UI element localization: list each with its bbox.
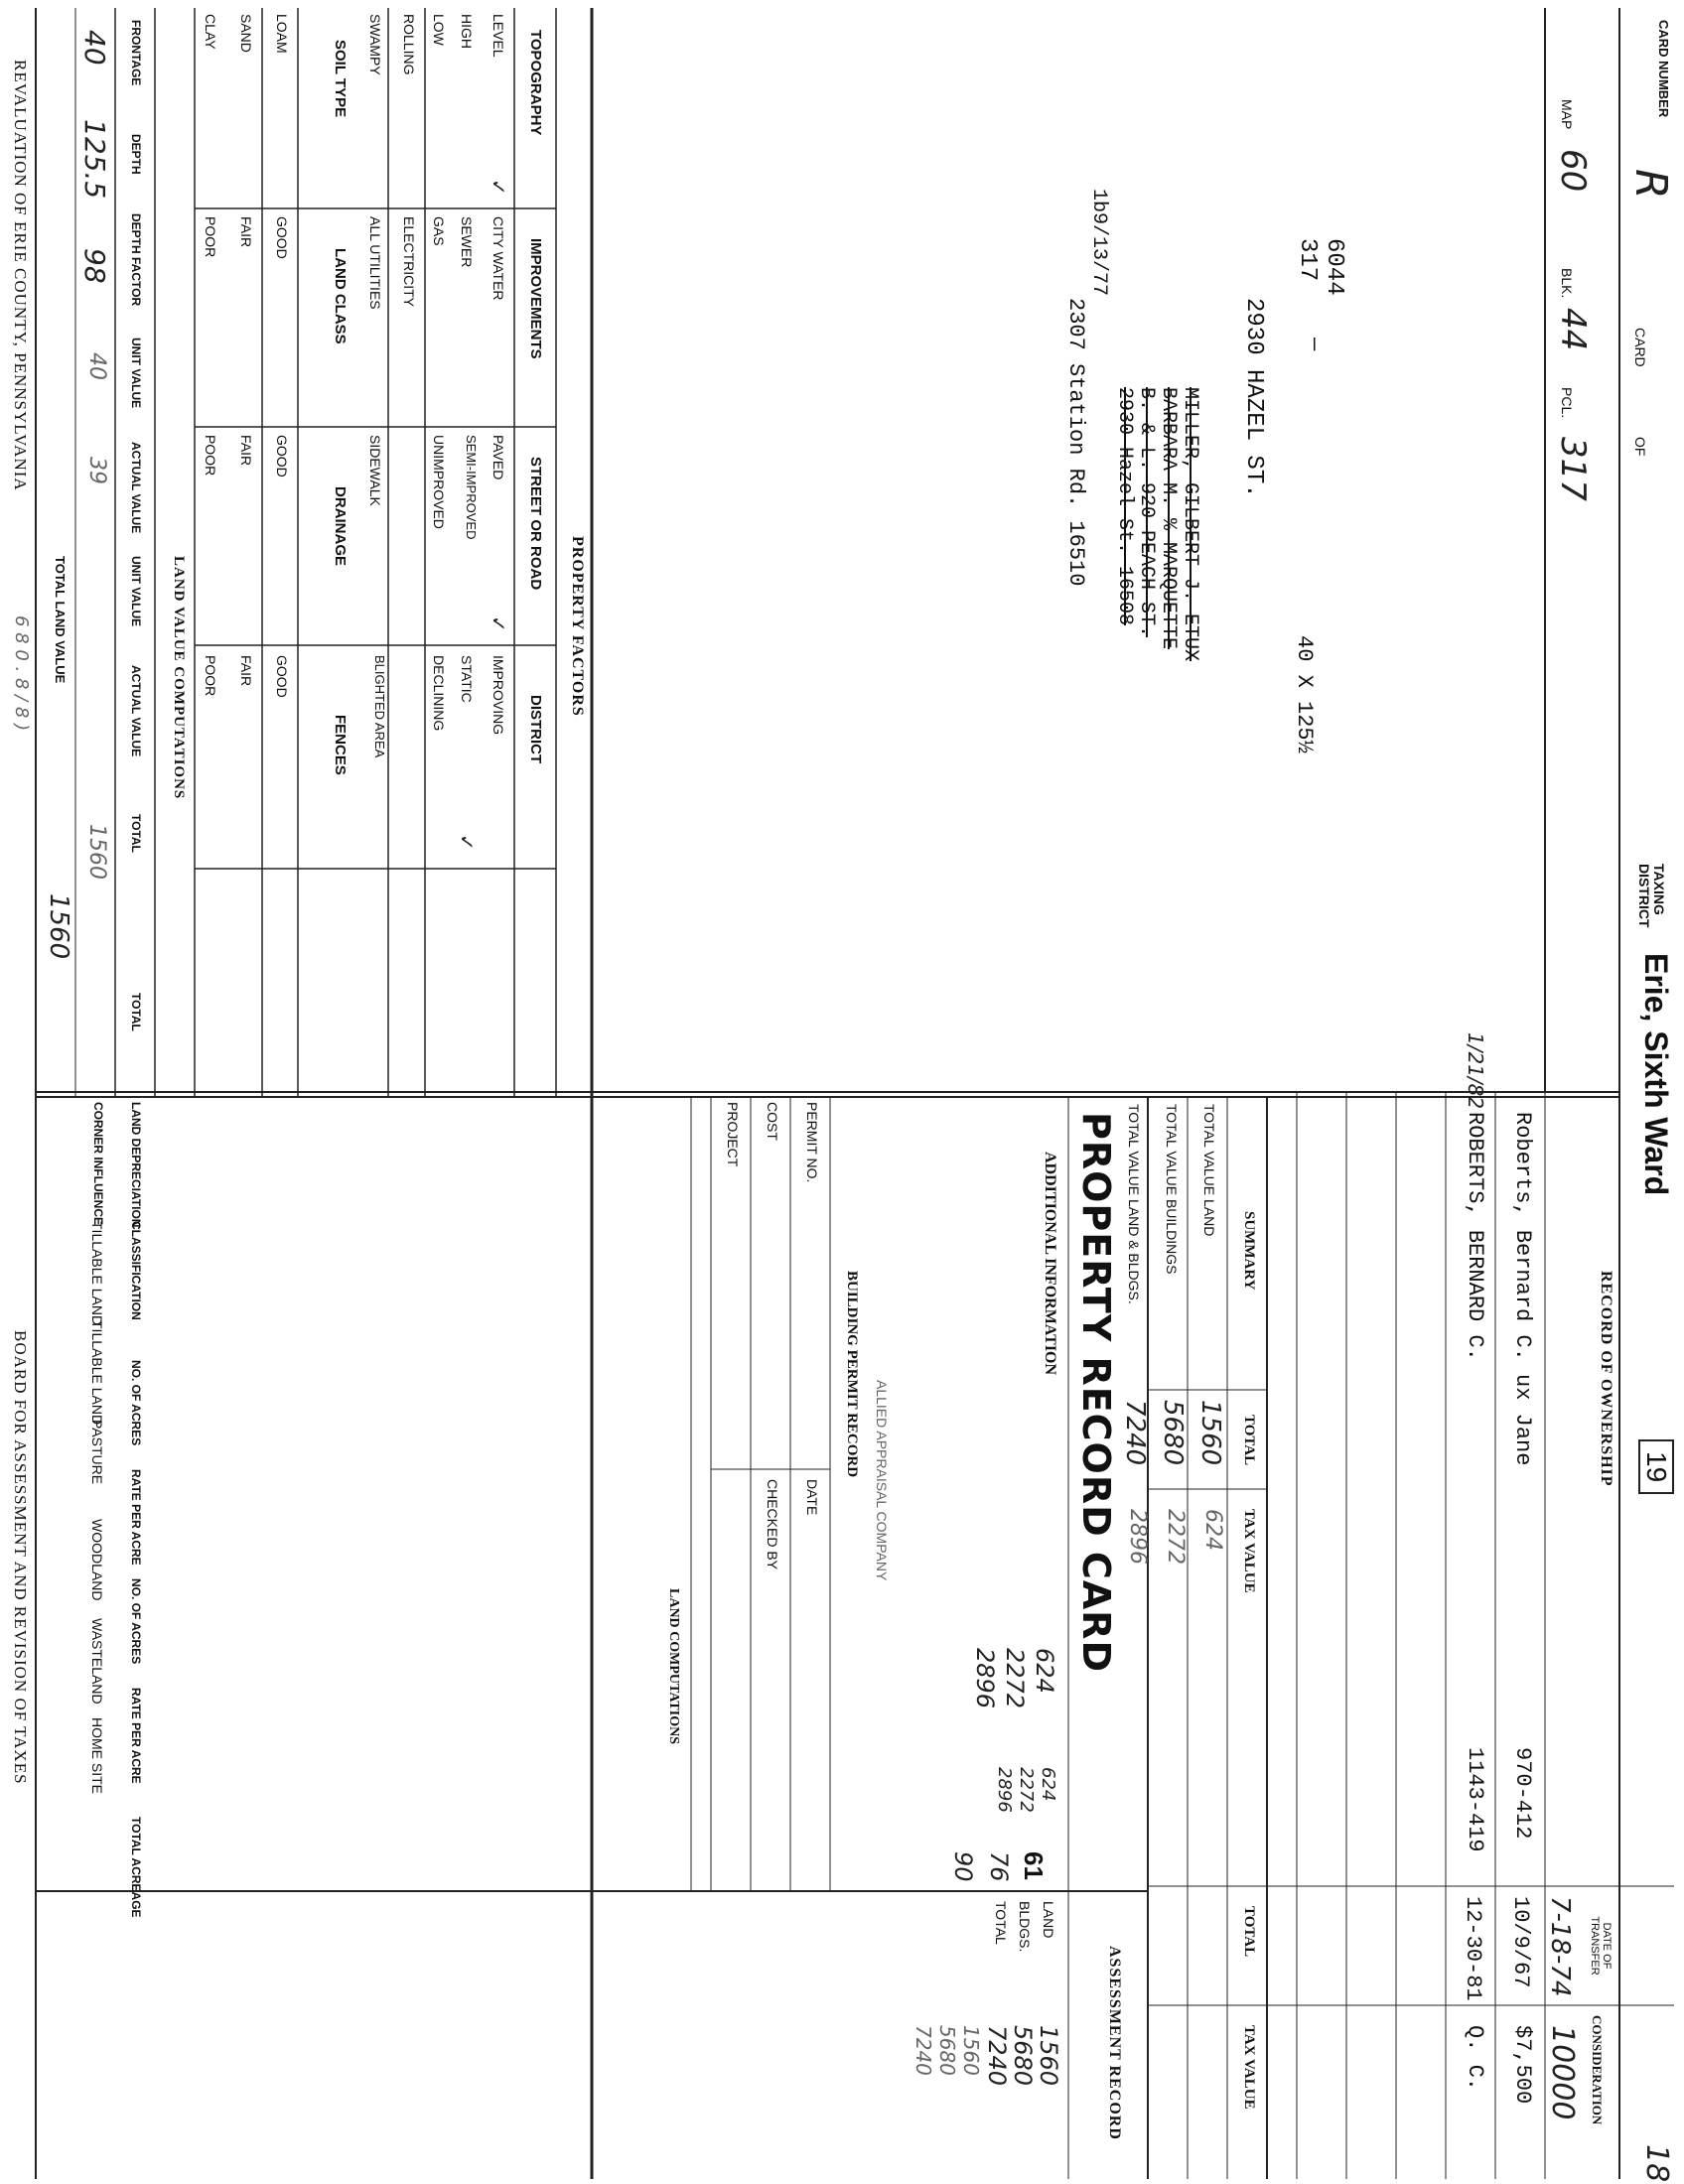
permit-date-label: DATE [804, 1479, 820, 1516]
topography-check: ✓ [487, 179, 510, 196]
district-declining: DECLINING [431, 655, 447, 732]
improvement-gas: GAS [431, 216, 447, 246]
boxed-number: 19 [1638, 1439, 1674, 1494]
land-class-poor: POOR [203, 216, 218, 258]
struck-owner-line-3: B. & L. 920 PEACH ST. [1135, 387, 1158, 638]
date-of-transfer-col: DATE OF TRANSFER [1589, 1916, 1613, 1976]
soil-type-header: SOIL TYPE [332, 40, 349, 118]
district-improving: IMPROVING [491, 655, 506, 736]
lv-depth: 125.5 [78, 119, 111, 200]
fences-fair: FAIR [238, 655, 254, 687]
map-value: 60 [1553, 149, 1593, 193]
summary-tax-buildings: 2272 [1163, 1509, 1188, 1565]
drainage-header: DRAINAGE [332, 486, 349, 567]
assessment-hand-code-2: 90 [949, 1851, 977, 1882]
owner-row-2-book: 1143-419 [1463, 1747, 1487, 1852]
soil-clay: CLAY [203, 14, 218, 50]
street-header: STREET OR ROAD [527, 457, 544, 591]
owner-row-1-date: 10/9/67 [1508, 1896, 1533, 1988]
note-6: 2896 [994, 1767, 1015, 1813]
assessment-total-label: TOTAL [993, 1901, 1009, 1945]
taxing-district-value: Erie, Sixth Ward [1638, 953, 1674, 1196]
owner-row-2-date: 12-30-81 [1461, 1896, 1485, 2001]
street-unimproved: UNIMPROVED [431, 435, 447, 529]
lv-frontage: 40 [78, 30, 111, 66]
soil-sand: SAND [238, 14, 254, 53]
blk-label: BLK. [1559, 268, 1575, 299]
permit-checked-by-label: CHECKED BY [765, 1479, 780, 1570]
blk-value: 44 [1553, 308, 1593, 351]
right-summary-total-col: TOTAL [1241, 1906, 1257, 1958]
summary-title: SUMMARY [1241, 1211, 1257, 1291]
classification-tillable-2: TILLABLE LAND [89, 1320, 105, 1426]
classification-home-site: HOME SITE [89, 1717, 105, 1795]
district-check: ✓ [455, 834, 479, 851]
footer-left: REVALUATION OF ERIE COUNTY, PENNSYLVANIA [11, 60, 30, 491]
owner-row-1: Roberts, Bernard C. ux Jane [1510, 1112, 1535, 1466]
summary-total-buildings: 5680 [1158, 1400, 1188, 1466]
improvement-sewer: SEWER [459, 216, 475, 268]
acreage-col-no-acres: NO. OF ACRES [129, 1360, 143, 1446]
district-header: DISTRICT [527, 695, 544, 764]
street-paved: PAVED [491, 435, 506, 480]
fences-good: GOOD [274, 655, 290, 698]
summary-tax-value-col: TAX VALUE [1241, 1509, 1257, 1593]
permit-project-label: PROJECT [725, 1102, 741, 1167]
improvements-header: IMPROVEMENTS [527, 238, 544, 359]
right-summary-tax-value-col: TAX VALUE [1241, 2025, 1257, 2110]
topography-rolling: ROLLING [401, 14, 417, 75]
street-sidewalk: SIDEWALK [367, 435, 383, 506]
total-acreage: TOTAL ACREAGE [129, 1817, 143, 1918]
struck-owner-line-4: 2930 Hazel St. 16508 [1113, 387, 1136, 626]
total-land-value-amount: 1560 [44, 893, 73, 960]
assessment-land-label: LAND [1041, 1901, 1056, 1939]
street-semi-improved: SEMI-IMPROVED [464, 435, 479, 540]
taxing-district-label: TAXING DISTRICT [1635, 864, 1667, 928]
drainage-good: GOOD [274, 435, 290, 478]
permit-no-label: PERMIT NO. [804, 1102, 820, 1183]
handwritten-date: 7-18-74 [1545, 1896, 1575, 1997]
lv-col-depth-factor: DEPTH FACTOR [129, 213, 143, 307]
land-class-good: GOOD [274, 216, 290, 259]
map-label: MAP [1559, 99, 1575, 130]
land-class-fair: FAIR [238, 216, 254, 248]
lv-unit-value: 40 [84, 352, 109, 380]
assessment-bldgs-value: 5680 [1009, 2025, 1037, 2087]
assessment-total-value: 7240 [983, 2025, 1011, 2087]
note-2: 2272 [1001, 1648, 1029, 1709]
owner-row-2-note: 1/21/82 [1464, 1032, 1487, 1110]
property-factors-title: PROPERTY FACTORS [569, 536, 586, 717]
note-5: 2272 [1016, 1767, 1037, 1813]
card-label: CARD [1632, 328, 1648, 367]
page-number: 18 [1639, 2144, 1674, 2183]
summary-label-buildings: TOTAL VALUE BUILDINGS [1164, 1104, 1180, 1275]
lv-col-depth: DEPTH [129, 134, 143, 175]
assessment-hand-code-1: 76 [985, 1851, 1013, 1882]
summary-label-land: TOTAL VALUE LAND [1201, 1104, 1217, 1237]
acreage-col-no-acres-2: NO. OF ACRES [129, 1578, 143, 1665]
footer-right: BOARD FOR ASSESSMENT AND REVISION OF TAXES [11, 1330, 30, 1785]
summary-tax-all: 2896 [1125, 1509, 1150, 1565]
summary-label-total: TOTAL VALUE LAND & BLDGS. [1126, 1104, 1142, 1304]
building-permit-title: BUILDING PERMIT RECORD [844, 1271, 860, 1478]
owner-row-1-book: 970-412 [1510, 1747, 1535, 1840]
assessment-bldgs-label: BLDGS. [1017, 1901, 1033, 1953]
lv-col-unit-value-2: UNIT VALUE [129, 556, 143, 627]
corner-influence: CORNER INFLUENCE [91, 1102, 105, 1226]
card-no-typed: 6044 [1321, 238, 1347, 296]
new-mailing-address: 2307 Station Rd. 16510 [1063, 298, 1088, 587]
owner-row-2: ROBERTS, BERNARD C. [1463, 1112, 1487, 1361]
improvement-electricity: ELECTRICITY [401, 216, 417, 308]
owner-date-note: 1b9/13/77 [1087, 189, 1110, 297]
classification-wasteland: WASTELAND [89, 1618, 105, 1705]
lv-actual-value: 39 [84, 457, 109, 484]
assessment-land-value: 1560 [1035, 2025, 1062, 2087]
lv-col-frontage: FRONTAGE [129, 20, 143, 86]
owner-row-2-consideration: Q. C. [1463, 2025, 1487, 2092]
lot-dimensions: 40 X 125½ [1292, 635, 1317, 753]
district-blighted-area: BLIGHTED AREA [372, 655, 387, 758]
district-static: STATIC [459, 655, 475, 703]
land-depreciation: LAND DEPRECIATION [129, 1102, 143, 1228]
parcel-typed: 317 [1294, 238, 1321, 282]
fences-header: FENCES [332, 715, 349, 775]
lv-col-actual-value: ACTUAL VALUE [129, 442, 143, 534]
summary-tax-land: 624 [1200, 1509, 1225, 1551]
struck-owner-line-2: BARBARA M. % MARQUETTE [1157, 387, 1180, 650]
acreage-col-rate-2: RATE PER ACRE [129, 1688, 143, 1784]
land-value-title: LAND VALUE COMPUTATIONS [171, 556, 187, 800]
card-number-label: CARD NUMBER [1656, 20, 1671, 118]
drainage-poor: POOR [203, 435, 218, 477]
total-land-value-label: TOTAL LAND VALUE [53, 556, 68, 684]
land-class-header: LAND CLASS [332, 248, 349, 344]
land-computations-title: LAND COMPUTATIONS [666, 1588, 681, 1744]
of-label: OF [1632, 437, 1648, 457]
topography-low: LOW [431, 14, 447, 46]
card-code: R [1625, 169, 1676, 200]
property-record-card-title: PROPERTY RECORD CARD [1074, 1112, 1118, 1673]
improvement-all-utilities: ALL UTILITIES [367, 216, 383, 310]
classification-tillable-1: TILLABLE LAND [89, 1221, 105, 1326]
note-3: 2896 [971, 1648, 999, 1709]
property-address: 2930 HAZEL ST. [1240, 298, 1267, 498]
drainage-fair: FAIR [238, 435, 254, 467]
assessment-land-value-2: 1560 [959, 2025, 983, 2076]
additional-info-title: ADDITIONAL INFORMATION [1042, 1152, 1058, 1376]
lv-col-total: TOTAL [129, 814, 143, 853]
assessment-bldgs-value-2: 5680 [935, 2025, 959, 2076]
topography-level: LEVEL [491, 14, 506, 58]
lv-col-unit-value: UNIT VALUE [129, 338, 143, 409]
lv-depth-factor: 98 [78, 248, 111, 284]
owner-row-1-consideration: $7,500 [1510, 2025, 1535, 2105]
improvement-city-water: CITY WATER [491, 216, 506, 301]
footer-hand-note: 6 8 0 . 8 / 8 ) [11, 615, 32, 732]
classification-pasture: PASTURE [89, 1420, 105, 1485]
street-check: ✓ [487, 615, 510, 632]
fences-poor: POOR [203, 655, 218, 697]
owner-dash: — [1302, 338, 1327, 351]
pcl-value: 317 [1553, 437, 1593, 501]
lv-col-total-2: TOTAL [129, 993, 143, 1031]
assessment-total-value-2: 7240 [912, 2025, 935, 2076]
assessment-title: ASSESSMENT RECORD [1106, 1946, 1123, 2140]
acreage-col-rate: RATE PER ACRE [129, 1469, 143, 1566]
topography-swampy: SWAMPY [367, 14, 383, 75]
consideration-col: CONSIDERATION [1590, 2015, 1605, 2125]
soil-loam: LOAM [274, 14, 290, 54]
classification-woodland: WOODLAND [89, 1519, 105, 1601]
permit-cost-label: COST [765, 1102, 780, 1141]
acreage-col-classification: CLASSIFICATION [129, 1221, 143, 1320]
summary-total-col: TOTAL [1241, 1415, 1257, 1466]
assessment-year-code: 61 [1019, 1851, 1049, 1880]
note-4: 624 [1038, 1767, 1058, 1802]
struck-owner-line-1: MILLER, GILBERT J. ETUX [1179, 387, 1201, 662]
handwritten-consideration: 10000 [1545, 2025, 1580, 2120]
lv-total: 1560 [84, 824, 109, 880]
summary-total-all: 7240 [1120, 1400, 1150, 1466]
topography-high: HIGH [459, 14, 475, 49]
record-ownership-title: RECORD OF OWNERSHIP [1598, 1271, 1614, 1487]
summary-total-land: 1560 [1195, 1400, 1225, 1466]
allied-appraisal-company: ALLIED APPRAISAL COMPANY [874, 1380, 890, 1581]
topography-header: TOPOGRAPHY [527, 30, 544, 136]
pcl-label: PCL. [1559, 387, 1575, 419]
lv-col-actual-value-2: ACTUAL VALUE [129, 665, 143, 757]
note-1: 624 [1031, 1648, 1058, 1694]
